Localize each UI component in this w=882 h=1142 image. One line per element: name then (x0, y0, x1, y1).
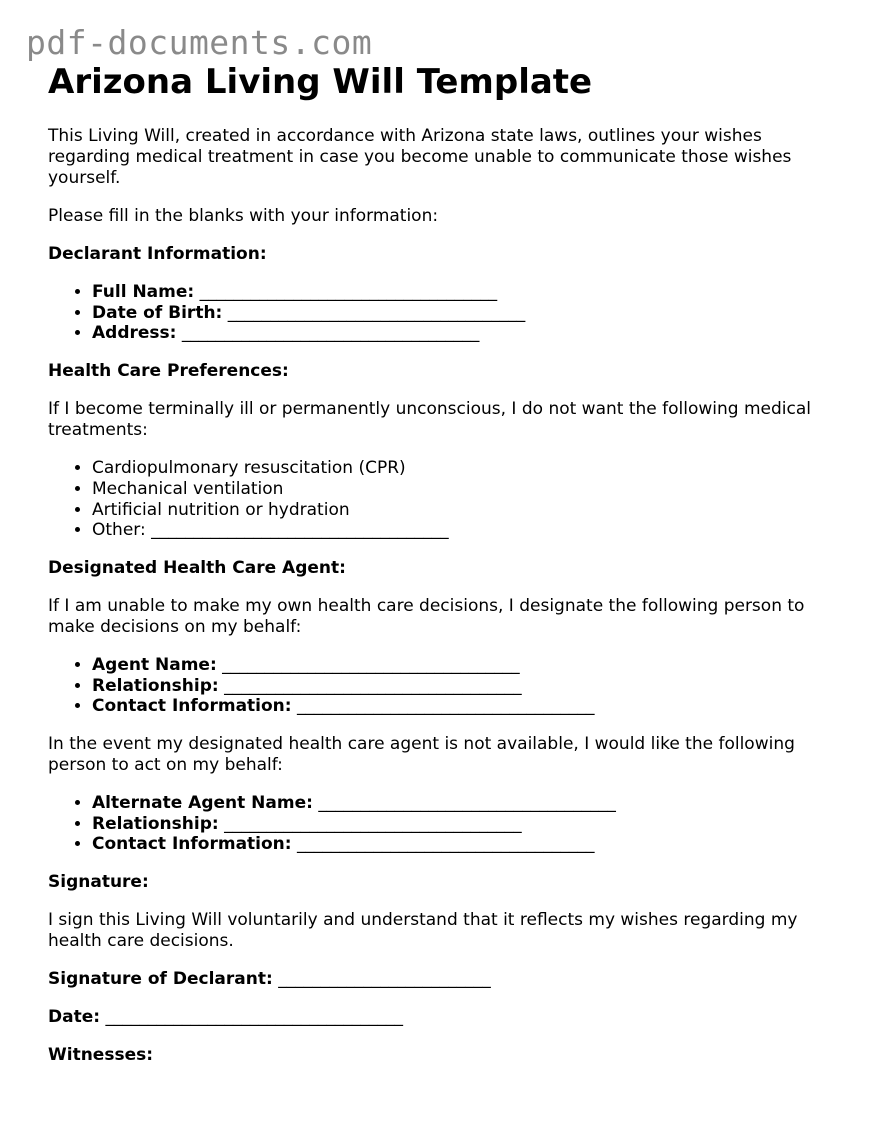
address-item (92, 323, 848, 344)
agent-contact-blank[interactable]: ___________________________________ (297, 696, 595, 717)
watermark: pdf-documents.com (26, 23, 373, 62)
intro-paragraph: This Living Will, created in accordance with Arizona state laws, outlines your wishes regarding medical treatment in case you become unable to communicate those wishes yourself. (48, 126, 792, 188)
date-of-birth-item (92, 303, 848, 324)
treatment-item-other[interactable]: • Other: ___________________________________ (92, 520, 848, 541)
agent-relationship-item (92, 676, 848, 697)
alternate-name-item (92, 793, 848, 814)
full-name-blank[interactable]: ___________________________________ (199, 282, 498, 302)
signature-text: I sign this Living Will voluntarily and understand that it reflects my wishes regarding my health care decisions. (48, 910, 798, 952)
alternate-contact-blank[interactable]: ___________________________________ (297, 834, 595, 855)
alternate-relationship-blank[interactable]: ___________________________________ (224, 813, 522, 834)
document-page (48, 60, 848, 1066)
declarant-signature-label: Signature of Declarant: (48, 969, 273, 990)
declarant-heading: Declarant Information: (48, 244, 267, 264)
alternate-name-label: Alternate Agent Name: (92, 793, 313, 814)
treatment-item-ventilation: • Mechanical ventilation (92, 479, 848, 500)
full-name-label: Full Name: (92, 282, 195, 302)
declarant-signature-blank[interactable]: _________________________ (278, 969, 491, 990)
agent-heading: Designated Health Care Agent: (48, 557, 346, 578)
alternate-list (48, 793, 848, 855)
treatments-list (48, 458, 848, 541)
agent-name-item (92, 655, 848, 676)
address-label: Address: (92, 323, 177, 344)
preferences-text: If I become terminally ill or permanently unconscious, I do not want the following medical treatments: (48, 399, 811, 441)
agent-contact-label: Contact Information: (92, 696, 292, 717)
treatment-item-cpr: • Cardiopulmonary resuscitation (CPR) (92, 458, 848, 479)
date-line (48, 1007, 848, 1028)
agent-name-blank[interactable]: ___________________________________ (222, 654, 520, 675)
alternate-contact-item (92, 834, 848, 855)
date-label: Date: (48, 1007, 101, 1028)
agent-list (48, 655, 848, 717)
agent-relationship-blank[interactable]: ___________________________________ (224, 675, 522, 696)
alternate-text: In the event my designated health care agent is not available, I would like the following person to act on my behalf: (48, 734, 795, 776)
alternate-relationship-label: Relationship: (92, 813, 219, 834)
agent-name-label: Agent Name: (92, 654, 217, 675)
instruction-text: Please fill in the blanks with your information: (48, 206, 439, 226)
date-of-birth-blank[interactable]: ___________________________________ (227, 302, 526, 323)
signature-heading: Signature: (48, 872, 149, 893)
address-blank[interactable]: ___________________________________ (181, 323, 480, 344)
agent-relationship-label: Relationship: (92, 675, 219, 696)
declarant-signature-line (48, 969, 848, 990)
agent-text: If I am unable to make my own health care decisions, I designate the following person to make decisions on my behalf: (48, 595, 805, 637)
declarant-list (48, 282, 848, 344)
full-name-item (92, 282, 848, 303)
witnesses-label: Witnesses: (48, 1045, 154, 1066)
page-title: Arizona Living Will Template (48, 62, 593, 102)
agent-contact-item (92, 696, 848, 717)
alternate-contact-label: Contact Information: (92, 834, 292, 855)
date-of-birth-label: Date of Birth: (92, 302, 223, 323)
alternate-relationship-item (92, 814, 848, 835)
preferences-heading: Health Care Preferences: (48, 361, 289, 382)
date-blank[interactable]: ___________________________________ (105, 1007, 403, 1028)
treatment-item-nutrition: • Artificial nutrition or hydration (92, 500, 848, 521)
alternate-name-blank[interactable]: ___________________________________ (318, 793, 616, 814)
